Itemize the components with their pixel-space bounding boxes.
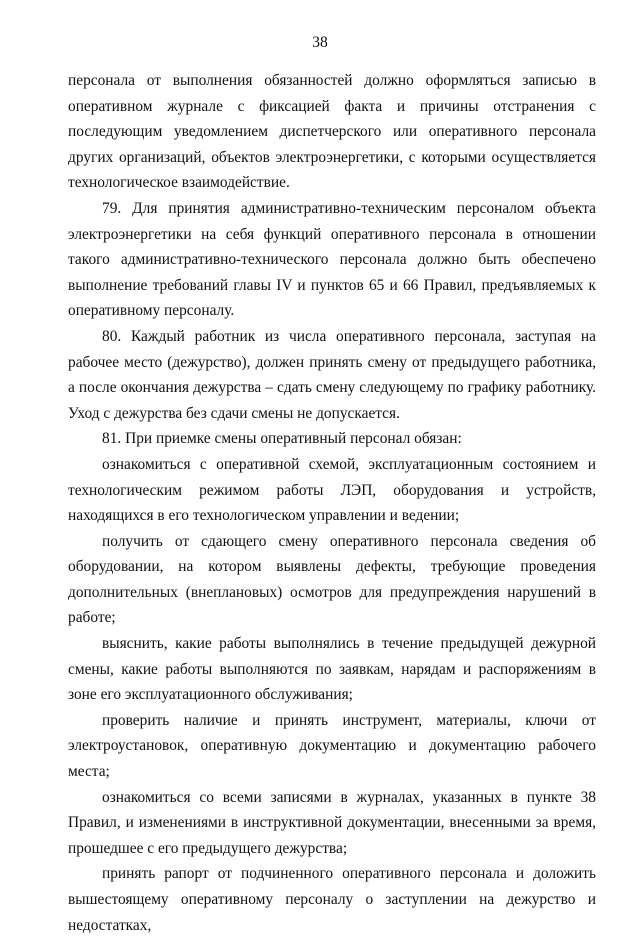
page-number: 38 [312, 34, 328, 51]
list-item-works: выяснить, какие работы выполнялись в течение предыдущей дежурной смены, какие работы выполняются по заявкам, нарядам и распоряжениям в зоне его эксплуатационного обслуживания; [68, 635, 596, 704]
paragraph-79: 79. Для принятия административно-техническим персоналом объекта электроэнергетики на себя функций оперативного персонала в отношении такого административно-технического персонала должно быть обеспечено выполнение требований главы IV и пунктов 65 и 66 Правил, предъявляемых к оперативному персоналу. [68, 199, 596, 320]
list-item-defects: получить от сдающего смену оперативного персонала сведения об оборудовании, на котором выявлены дефекты, требующие проведения дополнительных (внеплановых) осмотров для предупреждения нарушений в работе; [68, 532, 596, 627]
document-body [68, 68, 596, 938]
list-item-report: принять рапорт от подчиненного оперативного персонала и доложить вышестоящему оперативному персоналу о заступлении на дежурство и недостатках, [68, 865, 596, 934]
list-item-scheme: ознакомиться с оперативной схемой, эксплуатационным состоянием и технологическим режимом работы ЛЭП, оборудования и устройств, находящихся в его технологическом управлении и ведении; [68, 455, 596, 525]
paragraph-continuation: персонала от выполнения обязанностей должно оформляться записью в оперативном журнале с фиксацией факта и причины отстранения с последующим уведомлением диспетчерского или оперативного персонала других организаций, объектов электроэнергетики, с которыми осуществляется технологическое взаимодействие. [68, 72, 596, 192]
paragraph-81: 81. При приемке смены оперативный персонал обязан: [102, 430, 462, 448]
list-item-tools: проверить наличие и принять инструмент, материалы, ключи от электроустановок, оперативную документацию и документацию рабочего места; [68, 711, 596, 781]
list-item-journals: ознакомиться со всеми записями в журналах, указанных в пункте 38 Правил, и изменениями в инструктивной документации, внесенными за время, прошедшее с его предыдущего дежурства; [68, 788, 596, 857]
paragraph-80: 80. Каждый работник из числа оперативного персонала, заступая на рабочее место (дежурство), должен принять смену от предыдущего работника, а после окончания дежурства – сдать смену следующему по графику работнику. Уход с дежурства без сдачи смены не допускается. [68, 327, 596, 422]
